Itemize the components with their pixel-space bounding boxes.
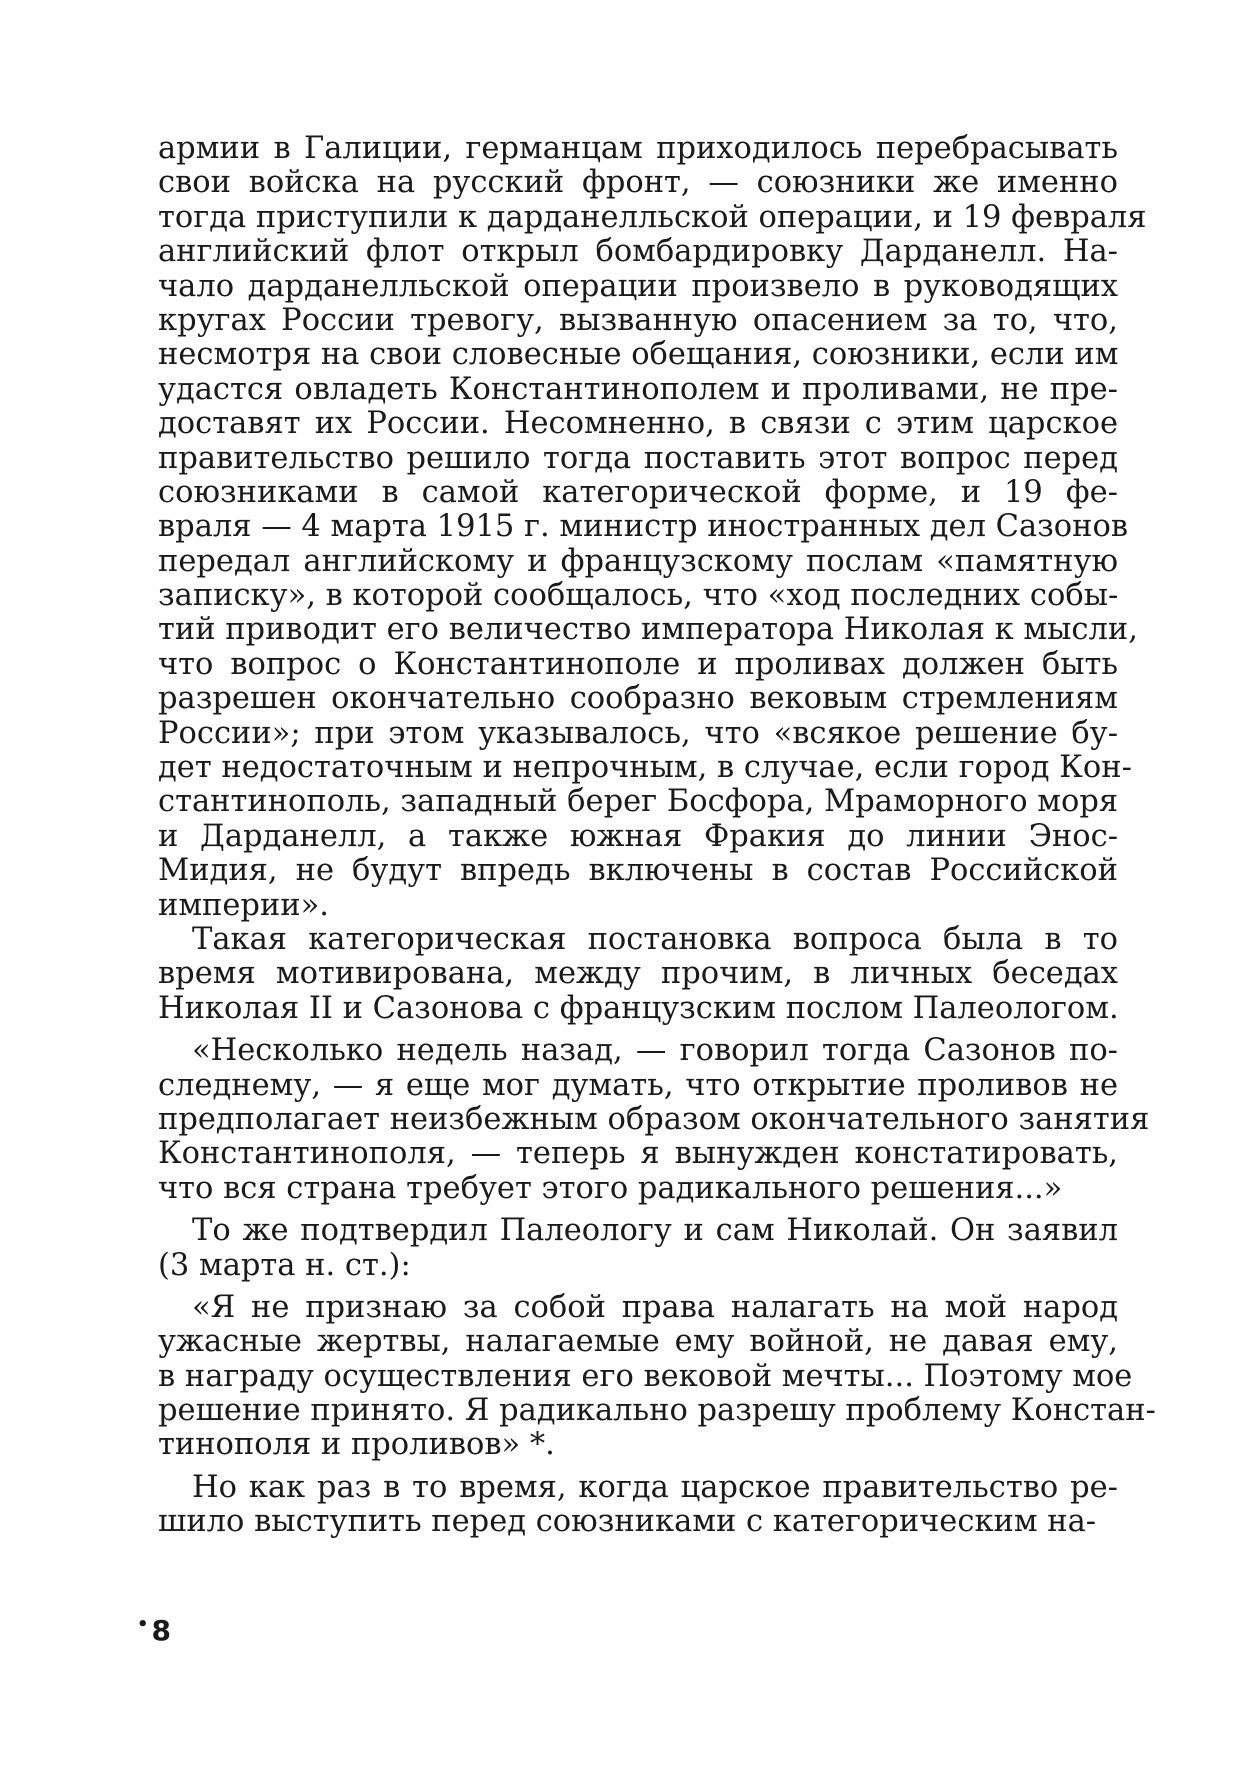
text-line: несмотря на свои словесные обещания, союзники, если им bbox=[158, 337, 1119, 373]
text-line: чало дарданелльской операции произвело в руководящих bbox=[158, 268, 1118, 304]
text-line: «Я не признаю за собой права налагать на мой народ bbox=[192, 1289, 1118, 1325]
paragraph bbox=[158, 1471, 1118, 1540]
text-line: «Несколько недель назад, — говорил тогда Сазонов по- bbox=[192, 1033, 1118, 1069]
text-line: следнему, — я еще мог думать, что открытие проливов не bbox=[158, 1067, 1118, 1103]
text-line: в награду осуществления его вековой мечты... Поэтому мое bbox=[158, 1358, 1133, 1394]
text-line: решение принято. Я радикально разрешу проблему Констан- bbox=[158, 1393, 1156, 1429]
text-line: удастся овладеть Константинополем и проливами, не пре- bbox=[158, 371, 1118, 407]
text-line: время мотивирована, между прочим, в личных беседах bbox=[158, 956, 1118, 992]
text-line: Николая II и Сазонова с французским послом Палеологом. bbox=[158, 990, 1119, 1026]
text-line: правительство решило тогда поставить этот вопрос перед bbox=[158, 440, 1118, 476]
paragraph bbox=[158, 131, 1147, 923]
text-line: предполагает неизбежным образом окончательного занятия bbox=[158, 1101, 1150, 1137]
text-line: То же подтвердил Палеологу и сам Николай. Он заявил bbox=[192, 1213, 1118, 1249]
text-line: Но как раз в то время, когда царское правительство ре- bbox=[192, 1469, 1118, 1505]
text-line: кругах России тревогу, вызванную опасением за то, что, bbox=[158, 302, 1118, 338]
text-line: тий приводит его величество императора Николая к мысли, bbox=[158, 612, 1138, 648]
text-line: английский флот открыл бомбардировку Дарданелл. На- bbox=[158, 234, 1118, 270]
text-line: разрешен окончательно сообразно вековым стремлениям bbox=[158, 681, 1118, 717]
text-line: свои войска на русский фронт, — союзники же именно bbox=[158, 165, 1118, 201]
text-line: Константинополя, — теперь я вынужден констатировать, bbox=[158, 1136, 1118, 1172]
text-line: доставят их России. Несомненно, в связи с этим царское bbox=[158, 406, 1118, 442]
paragraph bbox=[158, 1033, 1150, 1206]
text-line: России»; при этом указывалось, что «всякое решение бу- bbox=[158, 715, 1118, 751]
text-line: Мидия, не будут впредь включены в состав Российской bbox=[158, 853, 1118, 889]
text-line: и Дарданелл, а также южная Фракия до линии Энос- bbox=[158, 818, 1118, 854]
text-line: Такая категорическая постановка вопроса была в то bbox=[192, 921, 1118, 957]
text-line: ужасные жертвы, налагаемые ему войной, не давая ему, bbox=[158, 1324, 1118, 1360]
paragraph bbox=[158, 1214, 1118, 1283]
text-line: армии в Галиции, германцам приходилось перебрасывать bbox=[158, 131, 1118, 166]
text-line: передал английскому и французскому послам «памятную bbox=[158, 543, 1118, 579]
page-number-mark: • bbox=[137, 1614, 149, 1635]
text-line: дет недостаточным и непрочным, в случае, если город Кон- bbox=[158, 750, 1132, 786]
text-line: (3 марта н. ст.): bbox=[158, 1247, 411, 1283]
text-line: шило выступить перед союзниками с категорическим на- bbox=[158, 1504, 1097, 1540]
text-line: что вопрос о Константинополе и проливах должен быть bbox=[158, 646, 1118, 682]
text-line: что вся страна требует этого радикального решения...» bbox=[158, 1170, 1063, 1206]
paragraph bbox=[158, 1289, 1156, 1463]
page-number-value: 8 bbox=[151, 1614, 171, 1647]
text-line: тинополя и проливов» *. bbox=[158, 1427, 555, 1463]
text-line: записку», в которой сообщалось, что «ход последних собы- bbox=[158, 578, 1119, 614]
text-line: тогда приступили к дарданелльской операции, и 19 февраля bbox=[158, 199, 1147, 235]
text-line: союзниками в самой категорической форме, и 19 фе- bbox=[158, 474, 1118, 510]
text-line: империи». bbox=[158, 887, 329, 923]
text-line: враля — 4 марта 1915 г. министр иностранных дел Сазонов bbox=[158, 509, 1129, 545]
body-text bbox=[158, 131, 1156, 1540]
page-number bbox=[137, 1614, 171, 1647]
text-line: стантинополь, западный берег Босфора, Мраморного моря bbox=[158, 784, 1119, 820]
paragraph bbox=[158, 923, 1118, 1026]
